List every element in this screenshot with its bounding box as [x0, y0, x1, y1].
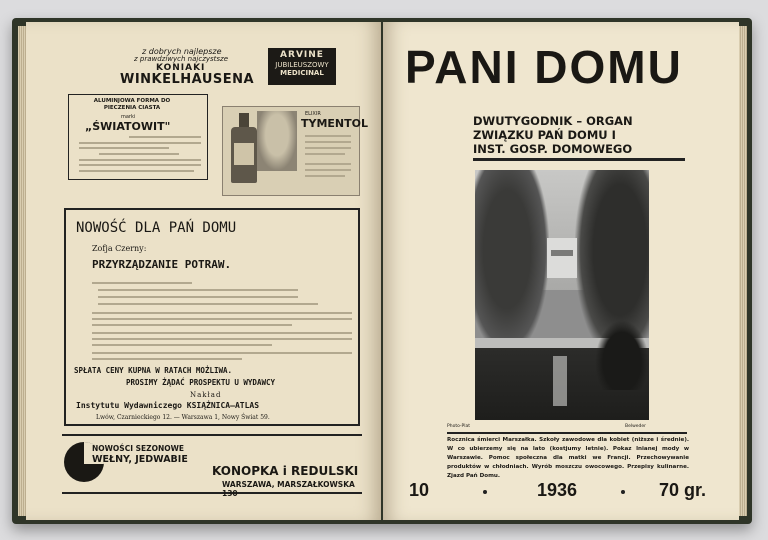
fine-print: [305, 175, 345, 177]
masthead-title: PANI DOMU: [405, 41, 683, 93]
fine-print: [305, 163, 351, 165]
fine-print: [305, 147, 351, 149]
fine-print: [79, 170, 194, 172]
page-edges-right: [739, 26, 747, 516]
photo-credit-left: Photo-Plat: [447, 424, 471, 429]
ad-arvine-jubilee: JUBILEUSZOWY: [275, 61, 329, 69]
fine-print: [305, 141, 351, 143]
fine-print: [92, 324, 292, 326]
fine-print: [79, 159, 201, 161]
ad-ksiaznica-atlas: [64, 208, 360, 426]
ad-konopka-line2: WEŁNY, JEDWABIE: [92, 454, 188, 465]
subtitle-rule: [473, 158, 685, 161]
fine-print: [92, 312, 352, 314]
fine-print: [92, 282, 192, 284]
issue-dot: [483, 490, 487, 494]
fine-print: [305, 135, 351, 137]
fine-print: [79, 142, 201, 144]
fine-print: [79, 147, 169, 149]
fine-print: [99, 153, 179, 155]
face-illustration: [257, 111, 297, 171]
fine-print: [92, 344, 272, 346]
ad-arvine-medicinal: MEDICINAL: [280, 69, 324, 77]
fine-print: [98, 289, 298, 291]
ad-tymentol-elixir: ELIXIR: [305, 111, 321, 117]
ad-tymentol: [222, 106, 368, 196]
subtitle-line: DWUTYGODNIK – ORGAN: [473, 114, 633, 128]
subtitle-line: INST. GOSP. DOMOWEGO: [473, 142, 633, 156]
ad-koniaki-line1: z dobrych najlepsze: [142, 47, 222, 56]
ad-main-title: PRZYRZĄDZANIE POTRAW.: [92, 258, 232, 271]
left-page: [26, 22, 381, 520]
fine-print: [79, 164, 201, 166]
issue-line: [409, 480, 719, 510]
subtitle-line: ZWIĄZKU PAŃ DOMU I: [473, 128, 616, 142]
fine-print: [92, 352, 352, 354]
ad-konopka-brand: KONOPKA i REDULSKI: [212, 464, 359, 478]
bottle-illustration: [229, 113, 259, 185]
fine-print: [305, 169, 351, 171]
ad-main-headline: NOWOŚĆ DLA PAŃ DOMU: [76, 220, 237, 236]
ad-main-publisher: Instytutu Wydawniczego KSIĄŻNICA–ATLAS: [76, 401, 260, 410]
cover-photo: [475, 170, 649, 420]
fine-print: [98, 303, 318, 305]
ad-konopka-line1: NOWOŚCI SEZONOWE: [92, 444, 184, 453]
fine-print: [92, 358, 242, 360]
issue-number: 10: [409, 480, 430, 500]
ad-konopka-address: WARSZAWA, MARSZAŁKOWSKA 130: [222, 480, 355, 498]
issue-price: 70 gr.: [659, 480, 707, 500]
ad-tymentol-brand: TYMENTOL: [301, 117, 368, 130]
ad-koniaki: [120, 46, 370, 90]
ad-koniaki-line2: z prawdziwych najczystsze: [134, 55, 229, 63]
ad-koniaki-brand: WINKELHAUSENA: [120, 72, 255, 87]
fine-print: [98, 296, 298, 298]
ad-arvine-block: [268, 48, 336, 85]
cover-caption: Rocznica śmierci Marszałka. Szkoły zawodowe dla kobiet (niższe i średnie). W co ubierzemy się na lato (kostjumy letnie). Pokaz lnianej mody w Warszawie. Pomoc społeczna dla matki we Francji. Przechowywanie produktów w chłodniach. Wyrób moszczu owocowego. Przepisy kulinarne. Zjazd Pań Domu.: [447, 437, 689, 479]
ad-arvine-name: ARVINE: [280, 50, 324, 60]
ad-konopka: [62, 434, 362, 498]
issue-dot: [621, 490, 625, 494]
ad-koniaki-koniaki: KONIAKI: [156, 63, 206, 73]
page-edges-left: [18, 26, 26, 516]
fine-print: [92, 338, 352, 340]
fine-print: [129, 136, 201, 138]
photo-credit-right: Belweder: [625, 424, 647, 429]
caption-rule: [447, 432, 687, 434]
fine-print: [305, 153, 345, 155]
ad-swiatowit-heading: ALUMINJOWA FORMA DO PIECZENIA CIASTA: [93, 98, 171, 111]
issue-year: 1936: [537, 480, 578, 500]
ad-main-author: Zofja Czerny:: [92, 244, 147, 253]
ad-swiatowit: [68, 94, 208, 180]
fine-print: [92, 318, 352, 320]
ad-swiatowit-brand: „ŚWIATOWIT": [85, 120, 171, 133]
ad-main-instalment: SPŁATA CENY KUPNA W RATACH MOŻLIWA.: [74, 366, 233, 375]
right-page: [383, 22, 739, 520]
ad-main-address: Lwów, Czarnieckiego 12. — Warszawa 1, Nowy Świat 59.: [96, 414, 270, 421]
ad-main-prospectus: PROSIMY ŻĄDAĆ PROSPEKTU U WYDAWCY: [126, 378, 276, 387]
fine-print: [92, 332, 352, 334]
ad-main-naklad: Nakład: [190, 391, 222, 399]
ad-swiatowit-marki: marki: [121, 114, 136, 120]
masthead-subtitle: [473, 114, 687, 156]
